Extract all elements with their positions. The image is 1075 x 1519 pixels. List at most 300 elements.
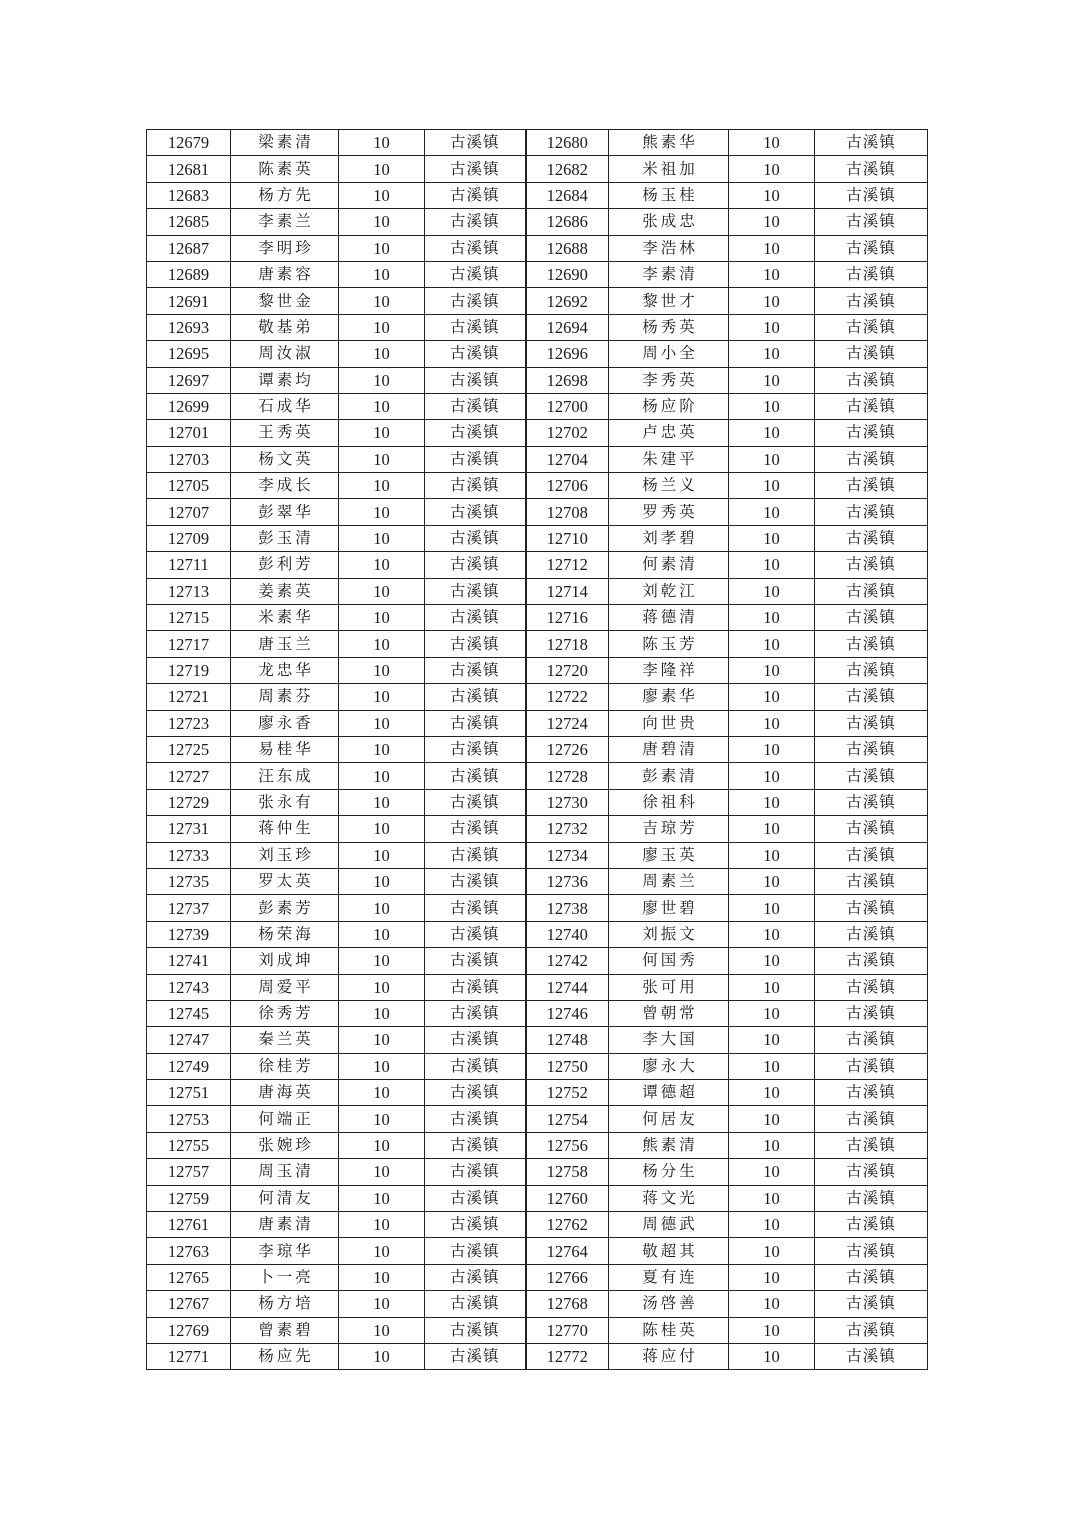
township-cell: 古溪镇 [425, 1291, 526, 1317]
record-number-cell: 12730 [526, 789, 609, 815]
township-cell: 古溪镇 [425, 1343, 526, 1369]
person-name-cell: 杨文英 [231, 446, 339, 472]
amount-cell: 10 [729, 868, 815, 894]
table-row [147, 631, 928, 657]
amount-cell: 10 [339, 182, 425, 208]
record-number-cell: 12767 [147, 1291, 231, 1317]
table-row [147, 1264, 928, 1290]
person-name-cell: 李秀英 [609, 367, 729, 393]
township-cell: 古溪镇 [425, 974, 526, 1000]
amount-cell: 10 [339, 578, 425, 604]
amount-cell: 10 [339, 420, 425, 446]
amount-cell: 10 [339, 1264, 425, 1290]
amount-cell: 10 [729, 763, 815, 789]
record-number-cell: 12689 [147, 261, 231, 287]
amount-cell: 10 [729, 499, 815, 525]
record-number-cell: 12710 [526, 525, 609, 551]
amount-cell: 10 [729, 1264, 815, 1290]
record-number-cell: 12723 [147, 710, 231, 736]
table-row [147, 156, 928, 182]
township-cell: 古溪镇 [425, 552, 526, 578]
record-number-cell: 12719 [147, 657, 231, 683]
amount-cell: 10 [729, 367, 815, 393]
amount-cell: 10 [339, 209, 425, 235]
record-number-cell: 12729 [147, 789, 231, 815]
person-name-cell: 刘乾江 [609, 578, 729, 604]
table-row [147, 314, 928, 340]
amount-cell: 10 [339, 657, 425, 683]
person-name-cell: 陈素英 [231, 156, 339, 182]
township-cell: 古溪镇 [425, 816, 526, 842]
record-number-cell: 12740 [526, 921, 609, 947]
township-cell: 古溪镇 [815, 1132, 928, 1158]
table-row [147, 235, 928, 261]
person-name-cell: 周玉清 [231, 1159, 339, 1185]
record-number-cell: 12725 [147, 736, 231, 762]
amount-cell: 10 [339, 1159, 425, 1185]
record-number-cell: 12706 [526, 473, 609, 499]
amount-cell: 10 [339, 1185, 425, 1211]
record-number-cell: 12690 [526, 261, 609, 287]
township-cell: 古溪镇 [425, 763, 526, 789]
township-cell: 古溪镇 [425, 710, 526, 736]
amount-cell: 10 [729, 1212, 815, 1238]
person-name-cell: 敬超其 [609, 1238, 729, 1264]
person-name-cell: 彭利芳 [231, 552, 339, 578]
person-name-cell: 曾朝常 [609, 1000, 729, 1026]
record-number-cell: 12768 [526, 1291, 609, 1317]
table-row [147, 1053, 928, 1079]
township-cell: 古溪镇 [815, 868, 928, 894]
table-row [147, 130, 928, 156]
person-name-cell: 谭德超 [609, 1080, 729, 1106]
record-number-cell: 12747 [147, 1027, 231, 1053]
township-cell: 古溪镇 [815, 156, 928, 182]
amount-cell: 10 [339, 1317, 425, 1343]
amount-cell: 10 [339, 156, 425, 182]
amount-cell: 10 [339, 1291, 425, 1317]
amount-cell: 10 [729, 156, 815, 182]
person-name-cell: 何素清 [609, 552, 729, 578]
person-name-cell: 李素兰 [231, 209, 339, 235]
person-name-cell: 周素芬 [231, 684, 339, 710]
township-cell: 古溪镇 [815, 420, 928, 446]
township-cell: 古溪镇 [815, 763, 928, 789]
amount-cell: 10 [729, 974, 815, 1000]
township-cell: 古溪镇 [425, 1053, 526, 1079]
township-cell: 古溪镇 [815, 288, 928, 314]
record-number-cell: 12755 [147, 1132, 231, 1158]
amount-cell: 10 [339, 261, 425, 287]
township-cell: 古溪镇 [815, 1080, 928, 1106]
table-row [147, 974, 928, 1000]
person-name-cell: 何国秀 [609, 948, 729, 974]
township-cell: 古溪镇 [425, 525, 526, 551]
person-name-cell: 秦兰英 [231, 1027, 339, 1053]
township-cell: 古溪镇 [425, 1264, 526, 1290]
record-number-cell: 12720 [526, 657, 609, 683]
table-row [147, 1343, 928, 1369]
township-cell: 古溪镇 [815, 1027, 928, 1053]
table-row [147, 1106, 928, 1132]
record-number-cell: 12707 [147, 499, 231, 525]
amount-cell: 10 [729, 1317, 815, 1343]
township-cell: 古溪镇 [425, 288, 526, 314]
person-name-cell: 卢忠英 [609, 420, 729, 446]
record-number-cell: 12717 [147, 631, 231, 657]
record-number-cell: 12702 [526, 420, 609, 446]
township-cell: 古溪镇 [425, 209, 526, 235]
amount-cell: 10 [729, 209, 815, 235]
township-cell: 古溪镇 [425, 261, 526, 287]
record-number-cell: 12752 [526, 1080, 609, 1106]
table-row [147, 736, 928, 762]
table-row [147, 1132, 928, 1158]
township-cell: 古溪镇 [815, 1053, 928, 1079]
person-name-cell: 杨应先 [231, 1343, 339, 1369]
township-cell: 古溪镇 [425, 578, 526, 604]
person-name-cell: 李成长 [231, 473, 339, 499]
person-name-cell: 廖永大 [609, 1053, 729, 1079]
township-cell: 古溪镇 [425, 1132, 526, 1158]
person-name-cell: 周小全 [609, 341, 729, 367]
table-row [147, 895, 928, 921]
record-number-cell: 12760 [526, 1185, 609, 1211]
person-name-cell: 梁素清 [231, 130, 339, 156]
township-cell: 古溪镇 [815, 1000, 928, 1026]
amount-cell: 10 [729, 288, 815, 314]
amount-cell: 10 [339, 1000, 425, 1026]
record-number-cell: 12721 [147, 684, 231, 710]
amount-cell: 10 [339, 1027, 425, 1053]
table-row [147, 446, 928, 472]
person-name-cell: 易桂华 [231, 736, 339, 762]
township-cell: 古溪镇 [815, 261, 928, 287]
person-name-cell: 杨玉桂 [609, 182, 729, 208]
township-cell: 古溪镇 [815, 1264, 928, 1290]
township-cell: 古溪镇 [815, 473, 928, 499]
township-cell: 古溪镇 [425, 1238, 526, 1264]
record-number-cell: 12684 [526, 182, 609, 208]
township-cell: 古溪镇 [815, 235, 928, 261]
township-cell: 古溪镇 [815, 446, 928, 472]
person-name-cell: 石成华 [231, 393, 339, 419]
township-cell: 古溪镇 [425, 446, 526, 472]
table-row [147, 868, 928, 894]
record-number-cell: 12770 [526, 1317, 609, 1343]
township-cell: 古溪镇 [425, 842, 526, 868]
record-number-cell: 12716 [526, 605, 609, 631]
person-name-cell: 杨方培 [231, 1291, 339, 1317]
person-name-cell: 何端正 [231, 1106, 339, 1132]
roster-body [147, 130, 928, 1370]
record-number-cell: 12688 [526, 235, 609, 261]
person-name-cell: 汪东成 [231, 763, 339, 789]
township-cell: 古溪镇 [815, 1343, 928, 1369]
township-cell: 古溪镇 [815, 341, 928, 367]
amount-cell: 10 [339, 1132, 425, 1158]
amount-cell: 10 [729, 657, 815, 683]
amount-cell: 10 [729, 314, 815, 340]
table-row [147, 816, 928, 842]
amount-cell: 10 [339, 446, 425, 472]
person-name-cell: 周爱平 [231, 974, 339, 1000]
amount-cell: 10 [729, 1106, 815, 1132]
person-name-cell: 卜一亮 [231, 1264, 339, 1290]
township-cell: 古溪镇 [815, 631, 928, 657]
record-number-cell: 12736 [526, 868, 609, 894]
person-name-cell: 廖素华 [609, 684, 729, 710]
person-name-cell: 杨分生 [609, 1159, 729, 1185]
person-name-cell: 彭素芳 [231, 895, 339, 921]
person-name-cell: 蒋仲生 [231, 816, 339, 842]
person-name-cell: 张永有 [231, 789, 339, 815]
person-name-cell: 王秀英 [231, 420, 339, 446]
township-cell: 古溪镇 [815, 1291, 928, 1317]
amount-cell: 10 [729, 552, 815, 578]
amount-cell: 10 [339, 367, 425, 393]
record-number-cell: 12713 [147, 578, 231, 604]
amount-cell: 10 [339, 736, 425, 762]
person-name-cell: 徐桂芳 [231, 1053, 339, 1079]
township-cell: 古溪镇 [815, 578, 928, 604]
person-name-cell: 杨方先 [231, 182, 339, 208]
amount-cell: 10 [339, 235, 425, 261]
record-number-cell: 12737 [147, 895, 231, 921]
record-number-cell: 12695 [147, 341, 231, 367]
person-name-cell: 吉琼芳 [609, 816, 729, 842]
table-row [147, 842, 928, 868]
record-number-cell: 12742 [526, 948, 609, 974]
person-name-cell: 向世贵 [609, 710, 729, 736]
record-number-cell: 12735 [147, 868, 231, 894]
record-number-cell: 12763 [147, 1238, 231, 1264]
township-cell: 古溪镇 [425, 499, 526, 525]
record-number-cell: 12765 [147, 1264, 231, 1290]
record-number-cell: 12772 [526, 1343, 609, 1369]
table-row [147, 1238, 928, 1264]
record-number-cell: 12699 [147, 393, 231, 419]
person-name-cell: 朱建平 [609, 446, 729, 472]
table-row [147, 1080, 928, 1106]
table-row [147, 948, 928, 974]
record-number-cell: 12687 [147, 235, 231, 261]
township-cell: 古溪镇 [815, 921, 928, 947]
person-name-cell: 陈玉芳 [609, 631, 729, 657]
amount-cell: 10 [339, 314, 425, 340]
amount-cell: 10 [729, 578, 815, 604]
record-number-cell: 12753 [147, 1106, 231, 1132]
amount-cell: 10 [729, 1343, 815, 1369]
person-name-cell: 李浩林 [609, 235, 729, 261]
township-cell: 古溪镇 [815, 948, 928, 974]
table-row [147, 684, 928, 710]
record-number-cell: 12718 [526, 631, 609, 657]
record-number-cell: 12766 [526, 1264, 609, 1290]
record-number-cell: 12769 [147, 1317, 231, 1343]
amount-cell: 10 [729, 605, 815, 631]
amount-cell: 10 [339, 684, 425, 710]
township-cell: 古溪镇 [815, 842, 928, 868]
table-row [147, 763, 928, 789]
record-number-cell: 12764 [526, 1238, 609, 1264]
township-cell: 古溪镇 [425, 341, 526, 367]
township-cell: 古溪镇 [815, 789, 928, 815]
record-number-cell: 12681 [147, 156, 231, 182]
table-row [147, 921, 928, 947]
record-number-cell: 12734 [526, 842, 609, 868]
person-name-cell: 蒋应付 [609, 1343, 729, 1369]
person-name-cell: 廖永香 [231, 710, 339, 736]
table-row [147, 420, 928, 446]
township-cell: 古溪镇 [815, 710, 928, 736]
township-cell: 古溪镇 [425, 684, 526, 710]
township-cell: 古溪镇 [425, 1317, 526, 1343]
person-name-cell: 李大国 [609, 1027, 729, 1053]
amount-cell: 10 [339, 895, 425, 921]
roster-table [146, 129, 928, 1370]
township-cell: 古溪镇 [425, 420, 526, 446]
township-cell: 古溪镇 [815, 1212, 928, 1238]
table-row [147, 1027, 928, 1053]
table-row [147, 1291, 928, 1317]
person-name-cell: 张婉珍 [231, 1132, 339, 1158]
person-name-cell: 唐素清 [231, 1212, 339, 1238]
amount-cell: 10 [339, 525, 425, 551]
township-cell: 古溪镇 [425, 657, 526, 683]
record-number-cell: 12705 [147, 473, 231, 499]
amount-cell: 10 [729, 842, 815, 868]
township-cell: 古溪镇 [425, 736, 526, 762]
amount-cell: 10 [729, 1291, 815, 1317]
table-row [147, 393, 928, 419]
table-row [147, 499, 928, 525]
person-name-cell: 李素清 [609, 261, 729, 287]
township-cell: 古溪镇 [425, 921, 526, 947]
record-number-cell: 12708 [526, 499, 609, 525]
township-cell: 古溪镇 [425, 948, 526, 974]
township-cell: 古溪镇 [815, 605, 928, 631]
record-number-cell: 12722 [526, 684, 609, 710]
record-number-cell: 12758 [526, 1159, 609, 1185]
amount-cell: 10 [729, 1027, 815, 1053]
township-cell: 古溪镇 [815, 736, 928, 762]
person-name-cell: 罗太英 [231, 868, 339, 894]
township-cell: 古溪镇 [425, 1212, 526, 1238]
record-number-cell: 12712 [526, 552, 609, 578]
amount-cell: 10 [729, 1080, 815, 1106]
person-name-cell: 谭素均 [231, 367, 339, 393]
record-number-cell: 12701 [147, 420, 231, 446]
record-number-cell: 12693 [147, 314, 231, 340]
record-number-cell: 12694 [526, 314, 609, 340]
township-cell: 古溪镇 [815, 1159, 928, 1185]
amount-cell: 10 [339, 393, 425, 419]
person-name-cell: 蒋德清 [609, 605, 729, 631]
township-cell: 古溪镇 [425, 182, 526, 208]
amount-cell: 10 [729, 684, 815, 710]
person-name-cell: 敬基弟 [231, 314, 339, 340]
person-name-cell: 周德武 [609, 1212, 729, 1238]
amount-cell: 10 [729, 261, 815, 287]
amount-cell: 10 [729, 736, 815, 762]
record-number-cell: 12696 [526, 341, 609, 367]
table-row [147, 1212, 928, 1238]
amount-cell: 10 [339, 763, 425, 789]
person-name-cell: 杨兰义 [609, 473, 729, 499]
table-row [147, 341, 928, 367]
township-cell: 古溪镇 [425, 895, 526, 921]
record-number-cell: 12698 [526, 367, 609, 393]
amount-cell: 10 [729, 182, 815, 208]
amount-cell: 10 [729, 446, 815, 472]
township-cell: 古溪镇 [815, 1106, 928, 1132]
amount-cell: 10 [729, 948, 815, 974]
person-name-cell: 徐秀芳 [231, 1000, 339, 1026]
amount-cell: 10 [339, 1080, 425, 1106]
person-name-cell: 唐碧清 [609, 736, 729, 762]
person-name-cell: 米素华 [231, 605, 339, 631]
amount-cell: 10 [339, 1106, 425, 1132]
person-name-cell: 刘振文 [609, 921, 729, 947]
person-name-cell: 刘孝碧 [609, 525, 729, 551]
amount-cell: 10 [339, 789, 425, 815]
record-number-cell: 12682 [526, 156, 609, 182]
person-name-cell: 唐玉兰 [231, 631, 339, 657]
amount-cell: 10 [339, 341, 425, 367]
person-name-cell: 刘成坤 [231, 948, 339, 974]
record-number-cell: 12756 [526, 1132, 609, 1158]
amount-cell: 10 [729, 895, 815, 921]
record-number-cell: 12686 [526, 209, 609, 235]
record-number-cell: 12732 [526, 816, 609, 842]
record-number-cell: 12692 [526, 288, 609, 314]
record-number-cell: 12759 [147, 1185, 231, 1211]
amount-cell: 10 [339, 1212, 425, 1238]
person-name-cell: 张成忠 [609, 209, 729, 235]
record-number-cell: 12704 [526, 446, 609, 472]
person-name-cell: 罗秀英 [609, 499, 729, 525]
table-row [147, 710, 928, 736]
record-number-cell: 12703 [147, 446, 231, 472]
amount-cell: 10 [729, 921, 815, 947]
record-number-cell: 12757 [147, 1159, 231, 1185]
amount-cell: 10 [729, 1238, 815, 1264]
amount-cell: 10 [339, 842, 425, 868]
person-name-cell: 张可用 [609, 974, 729, 1000]
township-cell: 古溪镇 [425, 789, 526, 815]
township-cell: 古溪镇 [815, 657, 928, 683]
amount-cell: 10 [729, 710, 815, 736]
township-cell: 古溪镇 [425, 1159, 526, 1185]
record-number-cell: 12762 [526, 1212, 609, 1238]
record-number-cell: 12711 [147, 552, 231, 578]
amount-cell: 10 [729, 1000, 815, 1026]
table-row [147, 1317, 928, 1343]
person-name-cell: 蒋文光 [609, 1185, 729, 1211]
record-number-cell: 12726 [526, 736, 609, 762]
record-number-cell: 12679 [147, 130, 231, 156]
record-number-cell: 12714 [526, 578, 609, 604]
amount-cell: 10 [729, 420, 815, 446]
record-number-cell: 12697 [147, 367, 231, 393]
amount-cell: 10 [729, 816, 815, 842]
record-number-cell: 12743 [147, 974, 231, 1000]
record-number-cell: 12724 [526, 710, 609, 736]
township-cell: 古溪镇 [815, 525, 928, 551]
record-number-cell: 12744 [526, 974, 609, 1000]
table-row [147, 209, 928, 235]
